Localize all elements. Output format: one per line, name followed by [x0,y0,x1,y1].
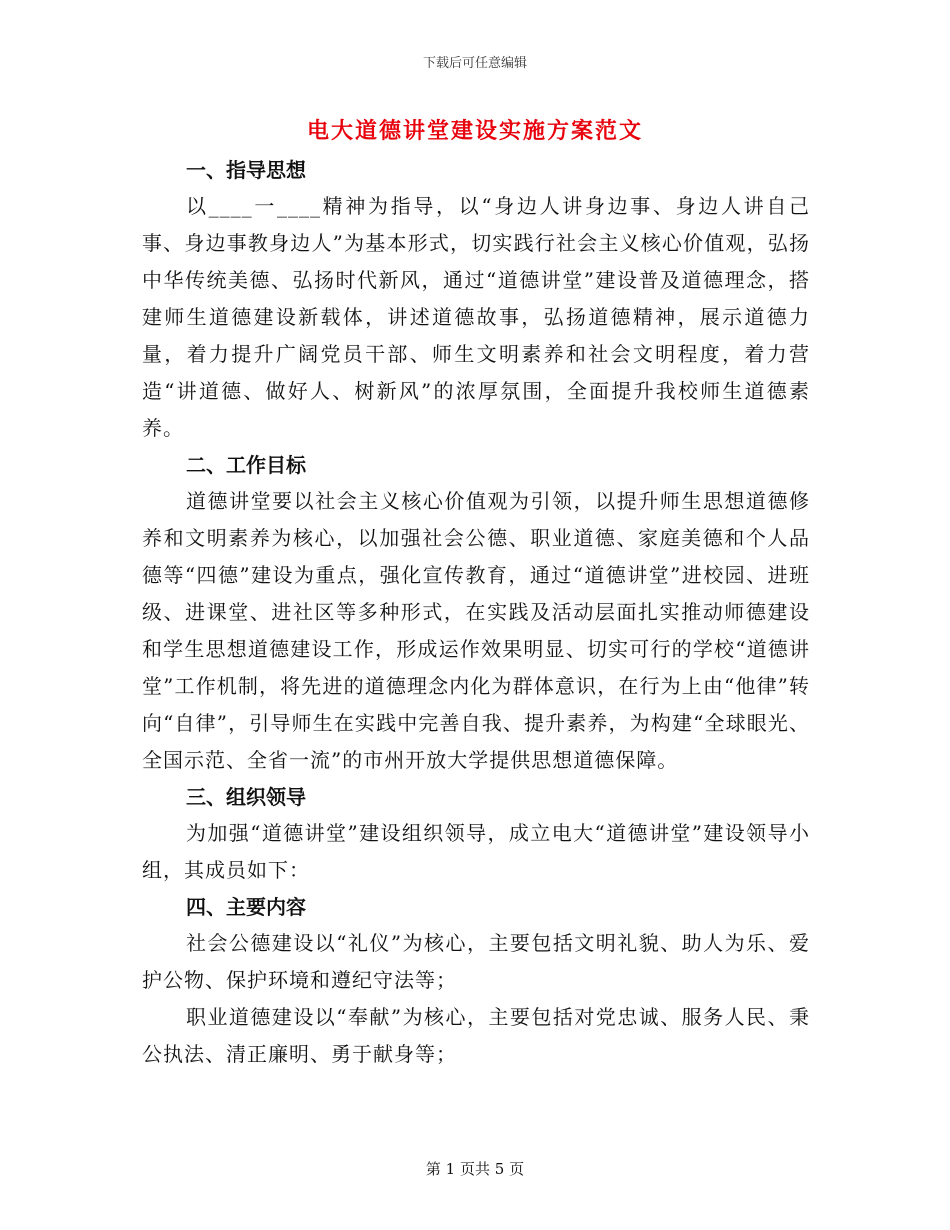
paragraph-guiding-ideology: 以____一____精神为指导，以“身边人讲身边事、身边人讲自己事、身边事教身边人”为基本形式，切实践行社会主义核心价值观，弘扬中华传统美德、弘扬时代新风，通过“道德讲堂”建设普及道德理念，搭建师生道德建设新载体，讲述道德故事，弘扬道德精神，展示道德力量，着力提升广阔党员干部、师生文明素养和社会文明程度，着力营造“讲道德、做好人、树新风”的浓厚氛围，全面提升我校师生道德素养。 [142,194,810,440]
page-number-footer: 第 1 页共 5 页 [425,1160,525,1178]
paragraph-organization: 为加强“道德讲堂”建设组织领导，成立电大“道德讲堂”建设领导小组，其成员如下： [142,821,810,882]
paragraph-social-ethics: 社会公德建设以“礼仪”为核心，主要包括文明礼貌、助人为乐、爱护公物、保护环境和遵纪守法等； [142,931,810,992]
section-heading-guiding-ideology: 一、指导思想 [186,158,306,182]
section-heading-main-content: 四、主要内容 [186,895,306,919]
section-heading-work-goals: 二、工作目标 [186,453,306,477]
section-heading-organization: 三、组织领导 [186,785,306,809]
page-header: 下载后可任意编辑 [422,56,527,71]
document-body [142,152,810,1073]
paragraph-work-goals: 道德讲堂要以社会主义核心价值观为引领，以提升师生思想道德修养和文明素养为核心，以加强社会公德、职业道德、家庭美德和个人品德等“四德”建设为重点，强化宣传教育，通过“道德讲堂”进校园、进班级、进课堂、进社区等多种形式，在实践及活动层面扎实推动师德建设和学生思想道德建设工作，形成运作效果明显、切实可行的学校“道德讲堂”工作机制，将先进的道德理念内化为群体意识，在行为上由“他律”转向“自律”，引导师生在实践中完善自我、提升素养，为构建“全球眼光、全国示范、全省一流”的市州开放大学提供思想道德保障。 [142,489,810,772]
document-title: 电大道德讲堂建设实施方案范文 [306,118,643,144]
paragraph-professional-ethics: 职业道德建设以“奉献”为核心，主要包括对党忠诚、服务人民、秉公执法、清正廉明、勇于献身等； [142,1005,810,1066]
